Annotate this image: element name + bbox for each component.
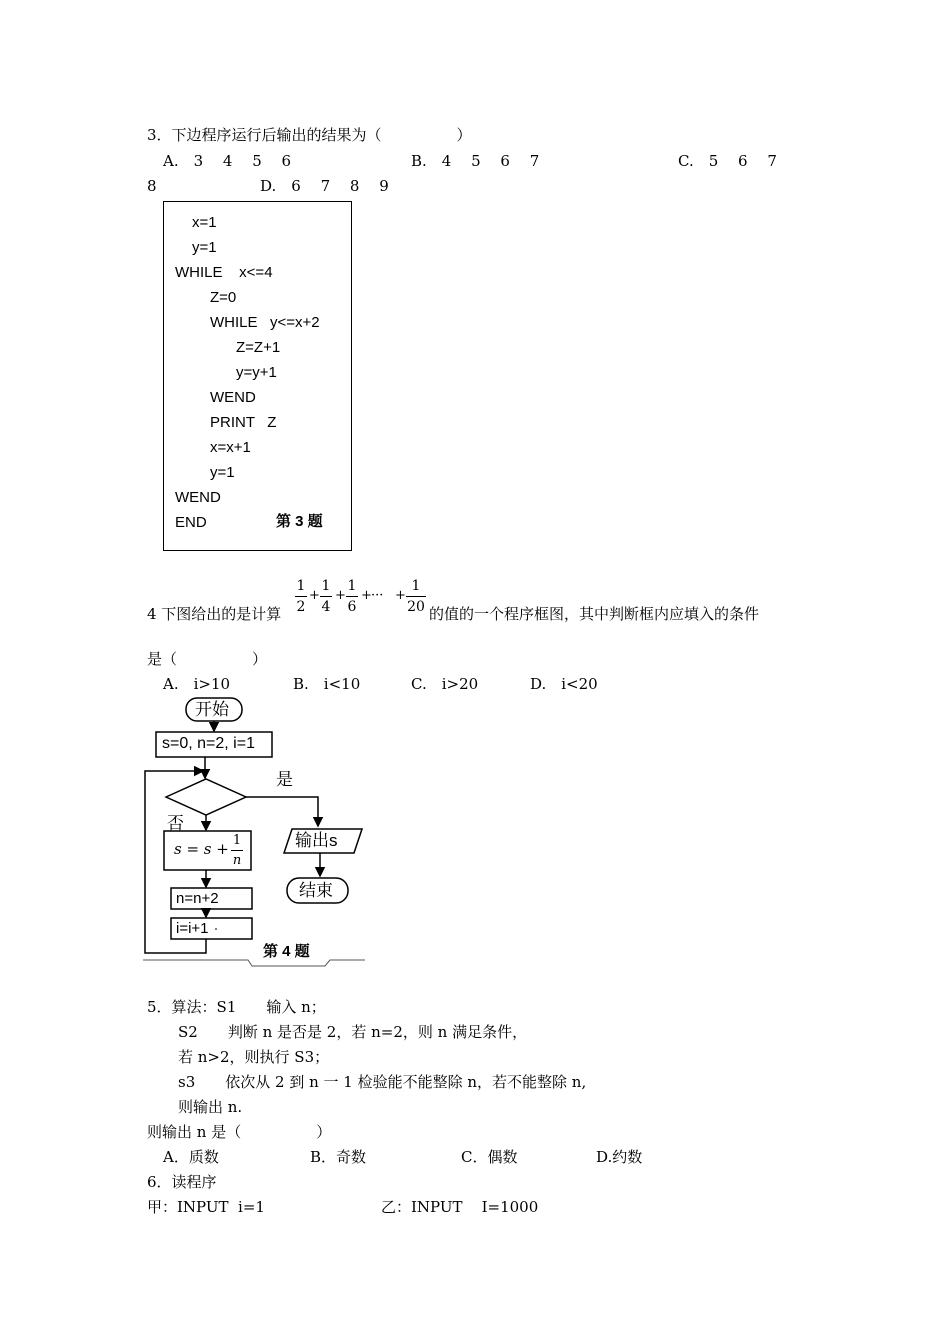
q4-option-a: A. i>10 [163,675,231,693]
q4-option-c: C. i>20 [411,675,479,693]
q6-title: 6．读程序 [147,1173,217,1191]
q6-program-yi: 乙：INPUT I=1000 [381,1198,539,1216]
assign-denominator: n [232,853,242,868]
q5-line-5: 则输出 n. [178,1098,243,1116]
q4-figure-caption: 第 4 题 [263,943,310,960]
output-label: 输出s [295,831,338,850]
formula-ellipsis: ··· [371,588,384,603]
q5-line-1: 5．算法：S1 输入 n； [147,998,326,1016]
code-line: WEND [210,389,256,406]
code-line: WEND [175,489,221,506]
q5-option-a: A．质数 [163,1148,219,1166]
step-i-label: i=i+1 [176,920,209,937]
code-line: WHILE x<=4 [175,264,273,281]
step-n-label: n=n+2 [176,890,219,907]
code-line: WHILE y<=x+2 [210,314,320,331]
q5-option-c: C．偶数 [461,1148,518,1166]
q5-line-4: s3 依次从 2 到 n 一 1 检验能不能整除 n，若不能整除 n, [178,1073,587,1091]
formula-numerator: 1 [346,579,358,597]
formula-plus: + [361,588,372,603]
q3-option-d: D. 6 7 8 9 [260,177,389,195]
q5-option-b: B．奇数 [310,1148,367,1166]
formula-plus: + [335,588,346,603]
code-line: x=x+1 [210,439,251,456]
caption-rule [143,960,365,966]
code-line: y=1 [210,464,235,481]
q3-option-b: B. 4 5 6 7 [411,152,540,170]
q5-line-3: 若 n>2，则执行 S3； [178,1048,330,1066]
code-line: x=1 [192,214,217,231]
start-label: 开始 [195,700,229,719]
formula-plus: + [395,588,406,603]
code-line: END [175,514,207,531]
q5-line-2: S2 判断 n 是否是 2，若 n=2，则 n 满足条件， [178,1023,528,1041]
q4-stem-suffix: 的值的一个程序框图，其中判断框内应填入的条件 [429,605,760,623]
assign-numerator: 1 [231,834,243,851]
q4-stem-prefix: 4 下图给出的是计算 [147,605,282,623]
assign-lhs: s = s + [174,840,229,858]
code-line: y=y+1 [236,364,277,381]
code-line: PRINT Z [210,414,277,431]
q4-option-b: B. i<10 [293,675,361,693]
q4-option-d: D. i<20 [530,675,598,693]
end-label: 结束 [299,881,333,900]
code-line: Z=Z+1 [236,339,281,356]
formula-denominator: 20 [407,599,425,615]
formula-denominator: 4 [321,599,331,615]
q6-program-jia: 甲：INPUT i=1 [147,1198,265,1216]
formula-denominator: 2 [296,599,306,615]
formula-plus: + [309,588,320,603]
q3-option-c-continued: 8 [147,177,157,195]
no-label: 否 [167,814,184,833]
init-label: s=0, n=2, i=1 [162,735,255,752]
formula-numerator: 1 [320,579,332,597]
q3-stem: 3．下边程序运行后输出的结果为（ ） [147,126,472,144]
code-line: Z=0 [210,289,237,306]
q3-option-c: C. 5 6 7 [678,152,777,170]
code-line: y=1 [192,239,217,256]
q3-option-a: A. 3 4 5 6 [163,152,292,170]
condition-diamond [166,779,246,815]
formula-numerator: 1 [295,579,307,597]
q5-option-d: D.约数 [596,1148,643,1166]
q4-stem-continued: 是（ ） [147,650,268,668]
formula-denominator: 6 [347,599,357,615]
q5-line-6: 则输出 n 是（ ） [147,1123,332,1141]
formula-numerator: 1 [406,579,426,597]
yes-label: 是 [276,770,293,789]
q3-figure-caption: 第 3 题 [276,513,323,530]
